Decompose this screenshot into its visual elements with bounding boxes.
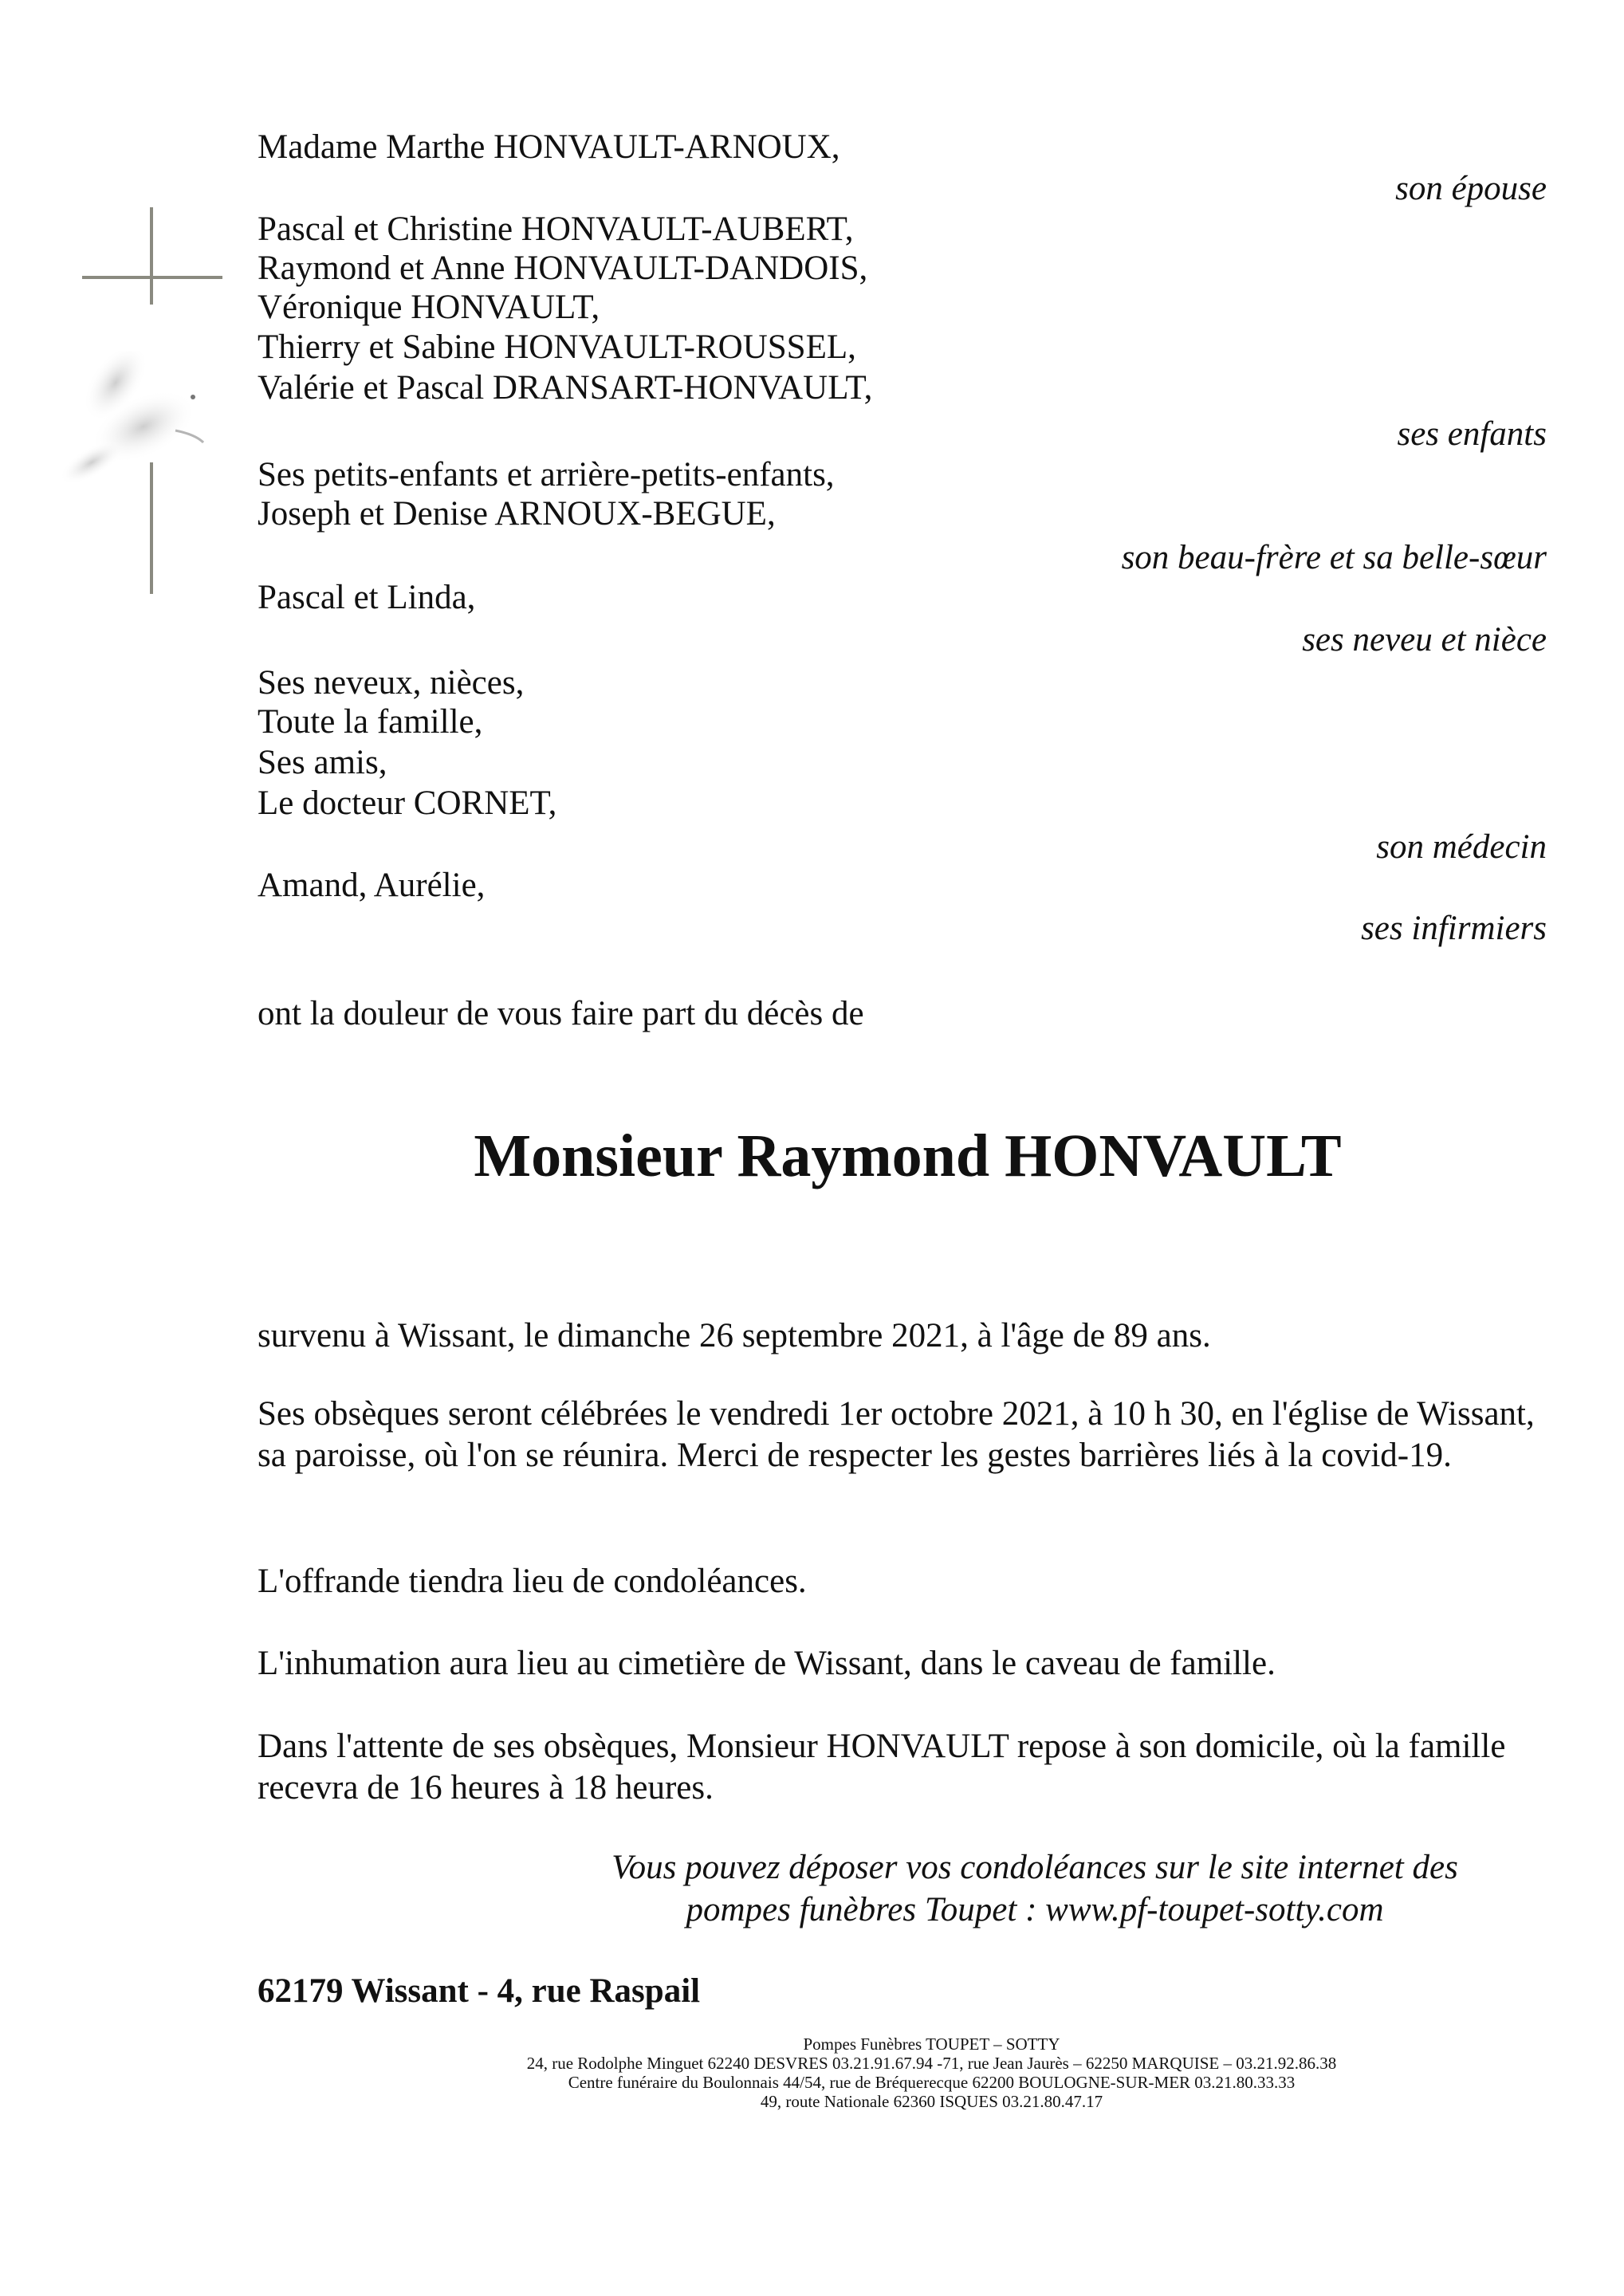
family-line: Ses neveux, nièces, bbox=[258, 664, 525, 702]
family-line: Pascal et Christine HONVAULT-AUBERT, bbox=[258, 210, 854, 248]
family-line: Le docteur CORNET, bbox=[258, 784, 557, 822]
family-line: Madame Marthe HONVAULT-ARNOUX, bbox=[258, 128, 840, 166]
condolences-note bbox=[258, 1846, 1557, 1931]
relation-label: son médecin bbox=[1376, 828, 1547, 866]
funeral-details: Ses obsèques seront célébrées le vendredi 1er octobre 2021, à 10 h 30, en l'église de Wissant, sa paroisse, où l'on se réunira. Merci de respecter les gestes barrières liés à la covid-19. bbox=[258, 1395, 1535, 1474]
family-line: Ses amis, bbox=[258, 744, 387, 781]
death-details: survenu à Wissant, le dimanche 26 septembre 2021, à l'âge de 89 ans. bbox=[258, 1317, 1211, 1354]
family-line: Pascal et Linda, bbox=[258, 579, 476, 616]
offering-note: L'offrande tiendra lieu de condoléances. bbox=[258, 1563, 807, 1600]
condolences-line-1: Vous pouvez déposer vos condoléances sur le site internet des bbox=[611, 1849, 1458, 1886]
family-line: Valérie et Pascal DRANSART-HONVAULT, bbox=[258, 369, 873, 407]
family-line: Véronique HONVAULT, bbox=[258, 289, 600, 326]
burial-details: L'inhumation aura lieu au cimetière de Wissant, dans le caveau de famille. bbox=[258, 1645, 1276, 1682]
relation-label: son épouse bbox=[1395, 170, 1547, 207]
cross-icon bbox=[150, 207, 153, 305]
family-line: Raymond et Anne HONVAULT-DANDOIS, bbox=[258, 250, 868, 287]
dove-icon bbox=[56, 351, 215, 510]
family-line: Ses petits-enfants et arrière-petits-enfants, bbox=[258, 456, 835, 493]
home-address: 62179 Wissant - 4, rue Raspail bbox=[258, 1972, 701, 2010]
funeral-home-footer bbox=[0, 2035, 1624, 2111]
relation-label: son beau-frère et sa belle-sœur bbox=[1121, 539, 1547, 576]
relation-label: ses neveu et nièce bbox=[1302, 621, 1547, 659]
footer-line: 49, route Nationale 62360 ISQUES 03.21.80.47.17 bbox=[760, 2092, 1103, 2111]
family-line: Joseph et Denise ARNOUX-BEGUE, bbox=[258, 495, 776, 533]
deceased-name-text: Monsieur Raymond HONVAULT bbox=[474, 1122, 1342, 1189]
footer-line: Centre funéraire du Boulonnais 44/54, rue de Bréquerecque 62200 BOULOGNE-SUR-MER 03.21.80.33.33 bbox=[568, 2073, 1296, 2092]
announcement-text: ont la douleur de vous faire part du décès de bbox=[258, 995, 864, 1032]
family-line: Thierry et Sabine HONVAULT-ROUSSEL, bbox=[258, 328, 856, 366]
relation-label: ses infirmiers bbox=[1361, 910, 1547, 947]
cross-bar bbox=[82, 276, 222, 279]
relation-label: ses enfants bbox=[1397, 415, 1547, 453]
family-line: Toute la famille, bbox=[258, 703, 483, 741]
visitation-details: Dans l'attente de ses obsèques, Monsieur HONVAULT repose à son domicile, où la famille recevra de 16 heures à 18 heures. bbox=[258, 1728, 1506, 1807]
deceased-name bbox=[0, 1120, 1624, 1192]
condolences-line-2: pompes funèbres Toupet : www.pf-toupet-sotty.com bbox=[686, 1891, 1384, 1928]
footer-line: 24, rue Rodolphe Minguet 62240 DESVRES 03.21.91.67.94 -71, rue Jean Jaurès – 62250 MARQUISE – 03.21.92.86.38 bbox=[526, 2054, 1337, 2073]
footer-company: Pompes Funèbres TOUPET – SOTTY bbox=[803, 2035, 1060, 2054]
family-line: Amand, Aurélie, bbox=[258, 867, 486, 904]
